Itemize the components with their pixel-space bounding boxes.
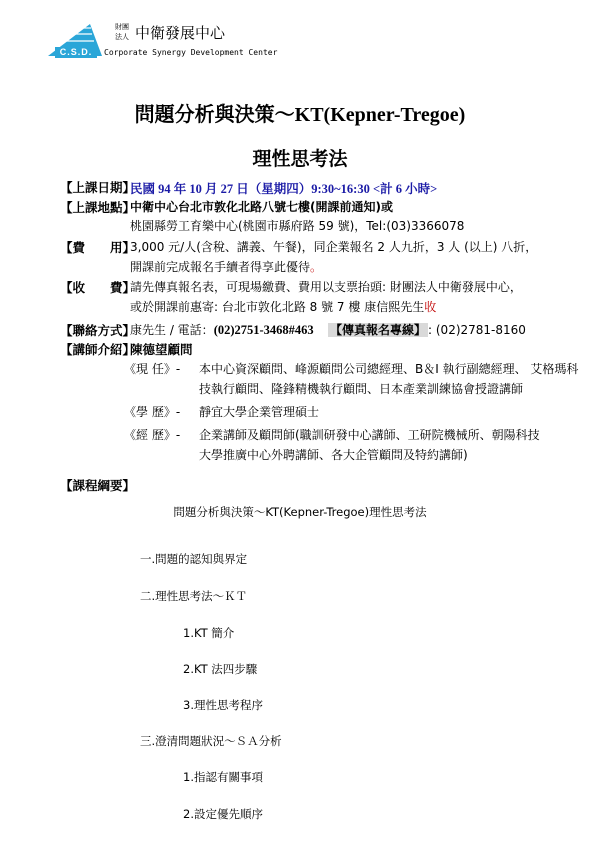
outline-title: 問題分析與決策～KT(Kepner-Tregoe)理性思考法 — [173, 505, 427, 519]
outline-item: 3.理性思考程序 — [183, 698, 263, 712]
outline-item: 二.理性思考法～ＫＴ — [140, 589, 248, 603]
place-line-2: 桃園縣勞工育樂中心(桃園市縣府路 59 號)，Tel:(03)3366078 — [130, 219, 465, 233]
org-prefix-1: 財團 — [115, 23, 129, 31]
fax-label: 【傳真報名專線】 — [330, 323, 427, 337]
payment-line-2-end: 收 — [424, 300, 437, 314]
lecturer-label: 【講師介紹】 — [60, 342, 136, 357]
outline-item: 1.KT 簡介 — [183, 626, 235, 640]
fax-value: : (02)2781-8160 — [428, 323, 526, 337]
outline-item: 一.問題的認知與界定 — [140, 552, 248, 566]
outline-item: 2.KT 法四步驟 — [183, 662, 258, 676]
payment-line-2 — [130, 298, 436, 315]
fee-line-2-main: 開課前完成報名手續者得享此優待 — [130, 260, 311, 274]
education-label: 《學 歷》- — [124, 405, 181, 419]
contact-phone: (02)2751-3468#463 — [213, 323, 314, 337]
outline-item: 2.設定優先順序 — [183, 807, 263, 821]
place-label: 【上課地點】 — [60, 200, 136, 215]
fee-line-1: 3,000 元/人(含稅、講義、午餐)，同企業報名 2 人九折，3 人 (以上) 八折， — [130, 240, 538, 254]
fee-label: 【費 用】 — [60, 240, 136, 255]
payment-line-2-main: 或於開課前惠寄: 台北市敦化北路 8 號 7 樓 康信熙先生 — [130, 300, 425, 314]
fax-info — [328, 321, 526, 338]
date-label: 【上課日期】 — [60, 180, 136, 195]
outline-item: 三.澄清問題狀況～ＳＡ分析 — [140, 734, 282, 748]
lecturer-name: 陳德望顧問 — [130, 342, 193, 357]
contact-label: 【聯絡方式】 — [60, 323, 136, 338]
org-name: 中衛發展中心 — [135, 24, 226, 42]
page-title: 問題分析與決策～KT(Kepner-Tregoe) — [134, 104, 466, 126]
date-value: 民國 94 年 10 月 27 日（星期四）9:30~16:30 <計 6 小時> — [130, 182, 438, 196]
outline-label: 【課程綱要】 — [60, 478, 136, 493]
experience-label: 《經 歷》- — [124, 428, 181, 442]
fee-line-2 — [130, 258, 322, 275]
logo-text: C.S.D. — [55, 47, 97, 58]
payment-line-1: 請先傳真報名表，可現場繳費、費用以支票抬頭: 財團法人中衛發展中心， — [130, 280, 522, 294]
org-english-name: Corporate Synergy Development Center — [104, 48, 278, 57]
payment-label: 【收 費】 — [60, 280, 136, 295]
current-position-line-1: 本中心資深顧問、峰源顧問公司總經理、B＆I 執行副總經理、 艾格瑪科 — [199, 362, 579, 376]
education-value: 靜宜大學企業管理碩士 — [199, 405, 320, 419]
place-line-1: 中衛中心台北市敦化北路八號七樓(開課前通知)或 — [130, 200, 393, 214]
outline-item: 1.指認有關事項 — [183, 770, 263, 784]
current-position-label: 《現 任》- — [124, 362, 181, 376]
org-prefix-2: 法人 — [115, 33, 129, 41]
current-position-line-2: 技執行顧問、隆鋒精機執行顧問、日本產業訓練協會授證講師 — [199, 382, 524, 396]
experience-line-1: 企業講師及顧問師(職訓研發中心講師、工研院機械所、朝陽科技 — [199, 428, 540, 442]
experience-line-2: 大學推廣中心外聘講師、各大企管顧問及特約講師) — [199, 448, 468, 462]
fee-line-2-end: 。 — [310, 260, 323, 274]
contact-name: 康先生 / 電話： — [130, 323, 214, 337]
page-subtitle: 理性思考法 — [252, 148, 348, 170]
contact-info — [130, 321, 314, 338]
